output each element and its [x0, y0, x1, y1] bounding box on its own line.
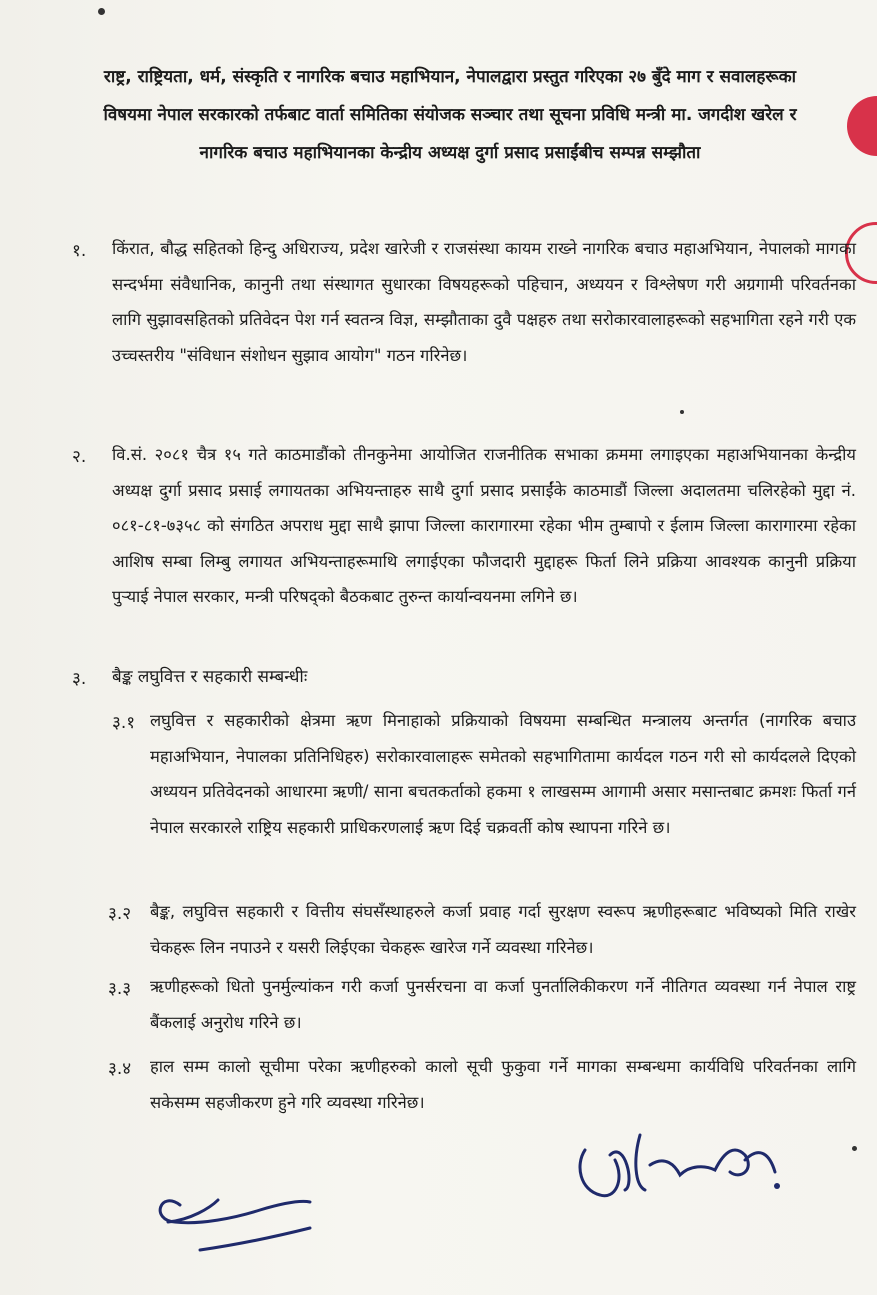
- ink-dot: [852, 1146, 857, 1151]
- section-heading: बैङ्क लघुवित्त र सहकारी सम्बन्धीः: [112, 667, 308, 687]
- right-signature: [555, 1110, 795, 1220]
- ink-dot: [680, 410, 684, 414]
- document-title: राष्ट्र, राष्ट्रियता, धर्म, संस्कृति र नागरिक बचाउ महाभियान, नेपालद्वारा प्रस्तुत गरिएका २७ बुँदे माग र सवालहरूका विषयमा नेपाल सरकारको तर्फबाट वार्ता समितिका संयोजक सञ्चार तथा सूचना प्रविधि मन्त्री मा. जगदीश खरेल र नागरिक बचाउ महाभियानका केन्द्रीय अध्यक्ष दुर्गा प्रसाद प्रसाईंबीच सम्पन्न सम्झौता: [103, 67, 797, 163]
- point-number: १.: [72, 241, 87, 261]
- subsection-text: हाल सम्म कालो सूचीमा परेका ऋणीहरुको कालो सूची फुकुवा गर्ने मागका सम्बन्धमा कार्यविधि परिवर्तनका लागि सकेसम्म सहजीकरण हुने गरि व्यवस्था गरिनेछ।: [150, 1057, 856, 1112]
- edge-red-mark: [847, 96, 877, 156]
- subsection-number: ३.३: [108, 979, 132, 999]
- point-text: किंरात, बौद्ध सहितको हिन्दु अधिराज्य, प्रदेश खारेजी र राजसंस्था कायम राख्ने नागरिक बचाउ महाअभियान, नेपालको मागका सन्दर्भमा संवैधानिक, कानुनी तथा संस्थागत सुधारका विषयहरूको पहिचान, अध्ययन र विश्लेषण गरी अग्रगामी परिवर्तनका लागि सुझावसहितको प्रतिवेदन पेश गर्न स्वतन्त्र विज्ञ, सम्झौताका दुवै पक्षहरु तथा सरोकारवालाहरूको सहभागिता रहने गरी एक उच्चस्तरीय "संविधान संशोधन सुझाव आयोग" गठन गरिनेछ।: [112, 239, 856, 365]
- point-number: २.: [72, 447, 87, 467]
- ink-dot: [98, 8, 105, 15]
- point-text: वि.सं. २०८१ चैत्र १५ गते काठमाडौंको तीनकुनेमा आयोजित राजनीतिक सभाका क्रममा लगाइएका महाअभियानका केन्द्रीय अध्यक्ष दुर्गा प्रसाद प्रसाई लगायतका अभियन्ताहरु साथै दुर्गा प्रसाद प्रसाईंके काठमाडौं जिल्ला अदालतमा चलिरहेको मुद्दा नं. ०८१-८१-७३५८ को संगठित अपराध मुद्दा साथै झापा जिल्ला कारागारमा रहेका भीम तुम्बापो र ईलाम जिल्ला कारागारमा रहेका आशिष सम्बा लिम्बु लगायत अभियन्ताहरूमाथि लगाईएका फौजदारी मुद्दाहरू फिर्ता लिने प्रक्रिया आवश्यक कानुनी प्रक्रिया पुऱ्याई नेपाल सरकार, मन्त्री परिषद्को बैठकबाट तुरुन्त कार्यान्वयनमा लगिने छ।: [112, 445, 856, 606]
- subsection-text: बैङ्क, लघुवित्त सहकारी र वित्तीय संघसँस्थाहरुले कर्जा प्रवाह गर्दा सुरक्षण स्वरूप ऋणीहरूबाट भविष्यको मिति राखेर चेकहरू लिन नपाउने र यसरी लिईएका चेकहरू खारेज गर्ने व्यवस्था गरिनेछ।: [150, 902, 856, 957]
- subsection-text: लघुवित्त र सहकारीको क्षेत्रमा ऋण मिनाहाको प्रक्रियाको विषयमा सम्बन्धित मन्त्रालय अन्तर्गत (नागरिक बचाउ महाअभियान, नेपालका प्रतिनिधिहरु) सरोकारवालाहरू समेतको सहभागितामा कार्यदल गठन गरी सो कार्यदलले दिएको अध्ययन प्रतिवेदनको आधारमा ऋणी/ साना बचतकर्ताको हकमा १ लाखसम्म आगामी असार मसान्तबाट क्रमशः फिर्ता गर्न नेपाल सरकारले राष्ट्रिय सहकारी प्राधिकरणलाई ऋण दिई चक्रवर्ती कोष स्थापना गरिने छ।: [150, 711, 856, 837]
- left-signature: [140, 1150, 320, 1270]
- subsection-number: ३.१: [112, 713, 136, 733]
- section-number: ३.: [72, 669, 87, 689]
- subsection-text: ऋणीहरूको धितो पुनर्मुल्यांकन गरी कर्जा पुनर्सरचना वा कर्जा पुनर्तालिकीकरण गर्ने नीतिगत व्यवस्था गर्न नेपाल राष्ट्र बैंकलाई अनुरोध गरिने छ।: [150, 977, 856, 1032]
- subsection-number: ३.४: [108, 1059, 132, 1079]
- subsection-number: ३.२: [108, 904, 132, 924]
